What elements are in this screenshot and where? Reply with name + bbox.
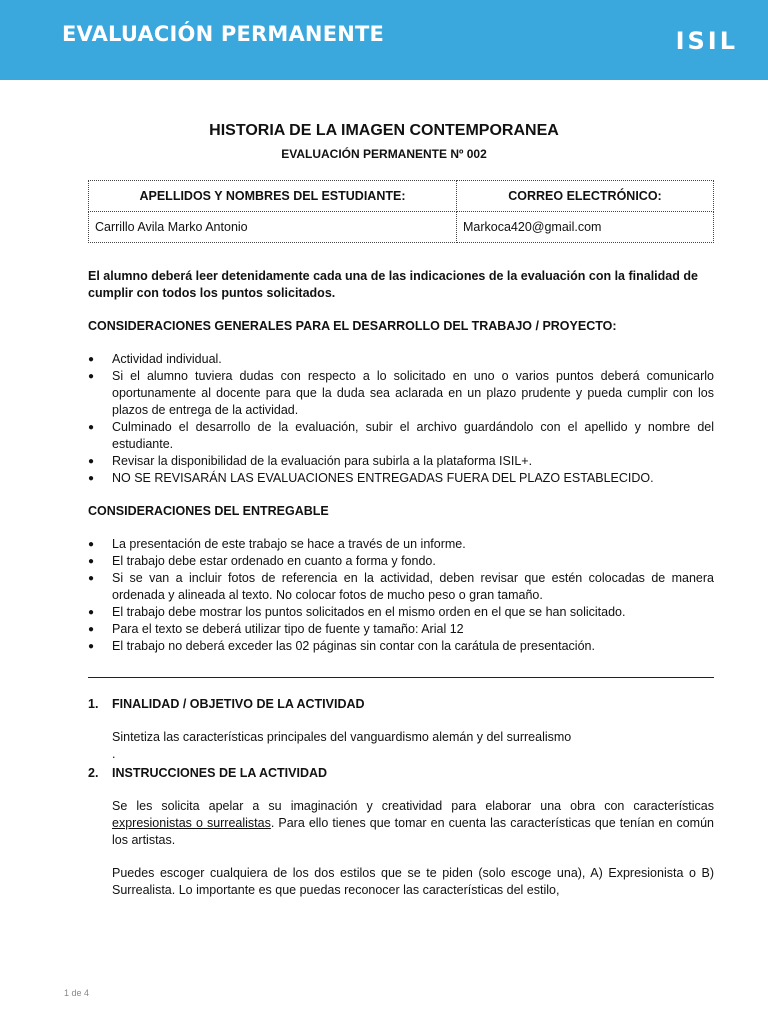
document-subtitle: EVALUACIÓN PERMANENTE Nº 002 (281, 147, 487, 161)
list-item: ● El trabajo debe estar ordenado en cuanto a forma y fondo. (88, 554, 436, 568)
document-body (88, 268, 714, 899)
email-header: CORREO ELECTRÓNICO: (457, 181, 714, 212)
list-item: ● Para el texto se deberá utilizar tipo de fuente y tamaño: Arial 12 (88, 622, 464, 636)
section-number: 1. (88, 697, 99, 711)
section-2-heading: 2. INSTRUCCIONES DE LA ACTIVIDAD (88, 766, 328, 780)
bullet-icon: ● (88, 573, 95, 584)
email-value: Markoca420@gmail.com (457, 212, 714, 243)
bullet-icon: ● (88, 473, 95, 484)
general-considerations-heading: CONSIDERACIONES GENERALES PARA EL DESARROLLO DEL TRABAJO / PROYECTO: (88, 319, 617, 333)
bullet-icon: ● (88, 456, 95, 467)
section-1-heading: 1. FINALIDAD / OBJETIVO DE LA ACTIVIDAD (88, 697, 365, 711)
section-1-trailing: . (112, 747, 116, 761)
list-item: ● Si se van a incluir fotos de referencia en la actividad, deben revisar que estén colocadas de manera ordenada y alineada al texto. No colocar fotos de mucho peso o gran tamaño. (88, 571, 714, 602)
bullet-icon: ● (88, 624, 95, 635)
list-item: ● Actividad individual. (88, 352, 222, 366)
header-bar (0, 0, 768, 80)
student-name-header: APELLIDOS Y NOMBRES DEL ESTUDIANTE: (89, 181, 457, 212)
table-header-row (89, 181, 714, 212)
isil-logo: ISIL (675, 27, 738, 55)
section-1-text: Sintetiza las características principales del vanguardismo alemán y del surrealismo (112, 730, 572, 744)
list-item: ● El trabajo debe mostrar los puntos solicitados en el mismo orden en el que se han solicitado. (88, 605, 626, 619)
list-item: ● El trabajo no deberá exceder las 02 páginas sin contar con la carátula de presentación. (88, 639, 595, 653)
bullet-icon: ● (88, 607, 95, 618)
bullet-icon: ● (88, 371, 95, 382)
section-number: 2. (88, 766, 99, 780)
page-number: 1 de 4 (64, 988, 90, 998)
list-item: ● Si el alumno tuviera dudas con respecto a lo solicitado en uno o varios puntos deberá comunicarlo oportunamente al docente para que la duda sea aclarada en un plazo prudente y pueda cumplir con los plazos de entrega de la actividad. (88, 369, 714, 417)
general-considerations-list (88, 351, 714, 487)
bullet-icon: ● (88, 556, 95, 567)
student-name-value: Carrillo Avila Marko Antonio (89, 212, 457, 243)
intro-paragraph: El alumno deberá leer detenidamente cada una de las indicaciones de la evaluación con la finalidad de cumplir con todos los puntos solicitados. (88, 269, 698, 300)
header-title: EVALUACIÓN PERMANENTE (62, 22, 385, 46)
bullet-icon: ● (88, 641, 95, 652)
deliverable-heading: CONSIDERACIONES DEL ENTREGABLE (88, 504, 329, 518)
list-item: ● La presentación de este trabajo se hace a través de un informe. (88, 537, 466, 551)
table-row (89, 212, 714, 243)
list-item: ● Revisar la disponibilidad de la evaluación para subirla a la plataforma ISIL+. (88, 454, 533, 468)
styles-underlined-text: expresionistas o surrealistas (112, 816, 271, 830)
section-2-paragraph-2: Puedes escoger cualquiera de los dos estilos que se te piden (solo escoge una), A) Expresionista o B) Surrealista. Lo importante es que puedas reconocer las características del estilo, (112, 866, 714, 897)
list-item: ● Culminado el desarrollo de la evaluación, subir el archivo guardándolo con el apellido y nombre del estudiante. (88, 420, 714, 451)
document-title: HISTORIA DE LA IMAGEN CONTEMPORANEA (209, 122, 559, 139)
student-info-table (88, 180, 714, 243)
deliverable-list (88, 536, 714, 655)
bullet-icon: ● (88, 422, 95, 433)
list-item: ● NO SE REVISARÁN LAS EVALUACIONES ENTREGADAS FUERA DEL PLAZO ESTABLECIDO. (88, 471, 654, 485)
bullet-icon: ● (88, 539, 95, 550)
section-2-paragraph-1: Se les solicita apelar a su imaginación y creatividad para elaborar una obra con características expresionistas o surrealistas. Para ello tienes que tomar en cuenta las características que tenían en común los artistas. (112, 799, 714, 847)
section-divider (88, 677, 714, 678)
bullet-icon: ● (88, 354, 95, 365)
